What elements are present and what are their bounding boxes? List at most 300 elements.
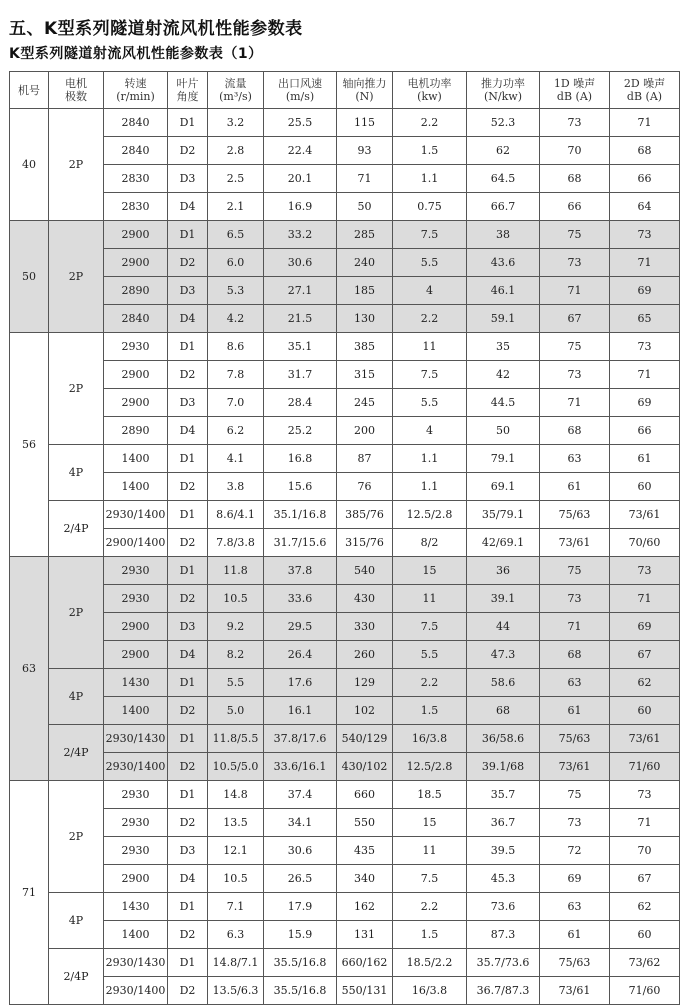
data-cell: 50: [467, 417, 540, 445]
data-cell: 11: [393, 333, 467, 361]
data-cell: 68: [540, 641, 610, 669]
data-cell: 315/76: [337, 529, 393, 557]
column-header-line: 电机: [65, 77, 87, 90]
data-cell: 60: [610, 921, 680, 949]
data-cell: 660/162: [337, 949, 393, 977]
data-cell: D2: [168, 361, 208, 389]
data-cell: 0.75: [393, 193, 467, 221]
data-cell: 62: [610, 893, 680, 921]
data-cell: 87: [337, 445, 393, 473]
data-cell: 2930: [104, 333, 168, 361]
table-row: [10, 529, 680, 557]
data-cell: 6.3: [208, 921, 264, 949]
data-cell: 61: [610, 445, 680, 473]
table-row: [10, 109, 680, 137]
data-cell: 5.3: [208, 277, 264, 305]
table-row: [10, 641, 680, 669]
data-cell: 71: [610, 249, 680, 277]
table-row: [10, 277, 680, 305]
data-cell: 245: [337, 389, 393, 417]
data-cell: 11.8/5.5: [208, 725, 264, 753]
data-cell: 76: [337, 473, 393, 501]
data-cell: 385/76: [337, 501, 393, 529]
data-cell: D2: [168, 809, 208, 837]
table-row: [10, 137, 680, 165]
data-cell: D2: [168, 977, 208, 1005]
data-cell: 385: [337, 333, 393, 361]
data-cell: 660: [337, 781, 393, 809]
data-cell: 47.3: [467, 641, 540, 669]
data-cell: 29.5: [264, 613, 337, 641]
data-cell: D3: [168, 165, 208, 193]
data-cell: 61: [540, 921, 610, 949]
data-cell: 73: [610, 557, 680, 585]
data-cell: 3.8: [208, 473, 264, 501]
data-cell: 8.2: [208, 641, 264, 669]
data-cell: 550: [337, 809, 393, 837]
column-header-line: 叶片: [176, 77, 199, 90]
table-row: [10, 305, 680, 333]
data-cell: 2.2: [393, 305, 467, 333]
data-cell: D4: [168, 305, 208, 333]
data-cell: 27.1: [264, 277, 337, 305]
data-cell: 75: [540, 221, 610, 249]
table-row: [10, 781, 680, 809]
data-cell: 71/60: [610, 753, 680, 781]
data-cell: 2.2: [393, 669, 467, 697]
data-cell: 7.0: [208, 389, 264, 417]
data-cell: 2900: [104, 361, 168, 389]
column-header-unit: dB (A): [556, 90, 593, 103]
data-cell: 16.1: [264, 697, 337, 725]
data-cell: D3: [168, 277, 208, 305]
table-title: K型系列隧道射流风机性能参数表（1）: [9, 46, 263, 62]
data-cell: 66: [610, 417, 680, 445]
data-cell: 31.7/15.6: [264, 529, 337, 557]
data-cell: 25.2: [264, 417, 337, 445]
data-cell: 35.1/16.8: [264, 501, 337, 529]
data-cell: 73/61: [610, 725, 680, 753]
data-cell: 75: [540, 781, 610, 809]
data-cell: D3: [168, 613, 208, 641]
data-cell: 2900: [104, 249, 168, 277]
data-cell: 73/61: [540, 977, 610, 1005]
data-cell: 62: [610, 669, 680, 697]
data-cell: 72: [540, 837, 610, 865]
data-cell: 33.6: [264, 585, 337, 613]
table-row: [10, 585, 680, 613]
data-cell: 2.5: [208, 165, 264, 193]
data-cell: 2890: [104, 277, 168, 305]
data-cell: 131: [337, 921, 393, 949]
table-row: [10, 669, 680, 697]
data-cell: 50: [337, 193, 393, 221]
column-header: [393, 72, 467, 109]
data-cell: 2.1: [208, 193, 264, 221]
data-cell: 73: [610, 221, 680, 249]
data-cell: 52.3: [467, 109, 540, 137]
table-row: [10, 249, 680, 277]
data-cell: D1: [168, 501, 208, 529]
data-cell: 8/2: [393, 529, 467, 557]
data-cell: 2930: [104, 781, 168, 809]
data-cell: 1430: [104, 893, 168, 921]
data-cell: 70: [540, 137, 610, 165]
data-cell: 16/3.8: [393, 977, 467, 1005]
data-cell: 1.1: [393, 165, 467, 193]
table-row: [10, 333, 680, 361]
data-cell: 2830: [104, 193, 168, 221]
data-cell: 44: [467, 613, 540, 641]
data-cell: 16.9: [264, 193, 337, 221]
column-header-unit: (m/s): [285, 90, 315, 103]
data-cell: 35.1: [264, 333, 337, 361]
data-cell: 13.5: [208, 809, 264, 837]
data-cell: 16.8: [264, 445, 337, 473]
data-cell: 2900/1400: [104, 529, 168, 557]
column-header-line: 转速: [124, 77, 147, 90]
data-cell: 69: [610, 613, 680, 641]
data-cell: 1400: [104, 445, 168, 473]
data-cell: 42/69.1: [467, 529, 540, 557]
data-cell: 39.1/68: [467, 753, 540, 781]
data-cell: 430/102: [337, 753, 393, 781]
data-cell: 15: [393, 809, 467, 837]
data-cell: 330: [337, 613, 393, 641]
data-cell: 58.6: [467, 669, 540, 697]
data-cell: 70/60: [610, 529, 680, 557]
data-cell: 25.5: [264, 109, 337, 137]
data-cell: 7.8/3.8: [208, 529, 264, 557]
data-cell: 260: [337, 641, 393, 669]
data-cell: 12.1: [208, 837, 264, 865]
column-header: [104, 72, 168, 109]
column-header: [10, 72, 49, 109]
data-cell: 71: [610, 109, 680, 137]
poles-cell: 2P: [49, 557, 104, 669]
table-row: [10, 417, 680, 445]
data-cell: 1.5: [393, 137, 467, 165]
data-cell: 2930: [104, 585, 168, 613]
data-cell: 430: [337, 585, 393, 613]
data-cell: 162: [337, 893, 393, 921]
table-row: [10, 949, 680, 977]
data-cell: 2900: [104, 641, 168, 669]
model-cell: 50: [10, 221, 49, 333]
table-row: [10, 389, 680, 417]
data-cell: D1: [168, 725, 208, 753]
poles-cell: 2/4P: [49, 501, 104, 557]
table-row: [10, 221, 680, 249]
data-cell: 67: [610, 865, 680, 893]
data-cell: 66.7: [467, 193, 540, 221]
data-cell: 6.0: [208, 249, 264, 277]
data-cell: D2: [168, 585, 208, 613]
data-cell: 2930/1400: [104, 977, 168, 1005]
performance-table: [9, 71, 680, 1005]
poles-cell: 2P: [49, 781, 104, 893]
data-cell: 75/63: [540, 501, 610, 529]
data-cell: 73.6: [467, 893, 540, 921]
data-cell: 44.5: [467, 389, 540, 417]
data-cell: 2890: [104, 417, 168, 445]
column-header-unit: dB (A): [626, 90, 663, 103]
data-cell: 2900: [104, 865, 168, 893]
column-header-line: 轴向推力: [342, 77, 387, 90]
data-cell: 73: [540, 249, 610, 277]
data-cell: D2: [168, 137, 208, 165]
data-cell: 66: [610, 165, 680, 193]
table-row: [10, 473, 680, 501]
data-cell: 11.8: [208, 557, 264, 585]
data-cell: 7.5: [393, 613, 467, 641]
data-cell: 11: [393, 837, 467, 865]
data-cell: 73/62: [610, 949, 680, 977]
data-cell: 93: [337, 137, 393, 165]
data-cell: 2930: [104, 837, 168, 865]
data-cell: 4: [393, 417, 467, 445]
data-cell: 37.4: [264, 781, 337, 809]
data-cell: 63: [540, 445, 610, 473]
data-cell: 71: [610, 361, 680, 389]
data-cell: 73: [540, 809, 610, 837]
data-cell: 12.5/2.8: [393, 753, 467, 781]
data-cell: 68: [610, 137, 680, 165]
data-cell: D2: [168, 529, 208, 557]
data-cell: 65: [610, 305, 680, 333]
data-cell: 129: [337, 669, 393, 697]
data-cell: 18.5/2.2: [393, 949, 467, 977]
data-cell: 71: [540, 389, 610, 417]
data-cell: 285: [337, 221, 393, 249]
data-cell: 75: [540, 557, 610, 585]
data-cell: 14.8/7.1: [208, 949, 264, 977]
data-cell: 68: [540, 165, 610, 193]
data-cell: D4: [168, 417, 208, 445]
column-header: [540, 72, 610, 109]
table-row: [10, 725, 680, 753]
data-cell: 61: [540, 473, 610, 501]
data-cell: 35.7: [467, 781, 540, 809]
data-cell: 17.6: [264, 669, 337, 697]
data-cell: 7.1: [208, 893, 264, 921]
data-cell: D1: [168, 669, 208, 697]
data-cell: 2840: [104, 109, 168, 137]
data-cell: 10.5: [208, 865, 264, 893]
poles-cell: 4P: [49, 445, 104, 501]
data-cell: 5.5: [393, 389, 467, 417]
data-cell: 7.8: [208, 361, 264, 389]
data-cell: 71/60: [610, 977, 680, 1005]
data-cell: 21.5: [264, 305, 337, 333]
poles-cell: 2P: [49, 333, 104, 445]
data-cell: 26.4: [264, 641, 337, 669]
column-header-line: 电机功率: [407, 77, 452, 90]
data-cell: 2930: [104, 557, 168, 585]
data-cell: 2930/1400: [104, 753, 168, 781]
table-row: [10, 977, 680, 1005]
data-cell: D1: [168, 445, 208, 473]
data-cell: 63: [540, 669, 610, 697]
column-header-unit: (m³/s): [219, 90, 252, 103]
data-cell: 2930: [104, 809, 168, 837]
data-cell: 4: [393, 277, 467, 305]
data-cell: D2: [168, 753, 208, 781]
data-cell: 540: [337, 557, 393, 585]
data-cell: 37.8/17.6: [264, 725, 337, 753]
data-cell: 102: [337, 697, 393, 725]
column-header: [467, 72, 540, 109]
column-header-unit: 角度: [176, 90, 199, 103]
data-cell: 17.9: [264, 893, 337, 921]
data-cell: 71: [610, 809, 680, 837]
data-cell: 73: [610, 333, 680, 361]
data-cell: D1: [168, 221, 208, 249]
data-cell: D4: [168, 641, 208, 669]
data-cell: 18.5: [393, 781, 467, 809]
data-cell: 1.5: [393, 921, 467, 949]
table-row: [10, 445, 680, 473]
poles-cell: 2P: [49, 109, 104, 221]
column-header-line: 出口风速: [278, 77, 322, 90]
data-cell: 2.8: [208, 137, 264, 165]
data-cell: D1: [168, 949, 208, 977]
table-row: [10, 613, 680, 641]
data-cell: 2840: [104, 137, 168, 165]
column-header-line: 2D 噪声: [623, 77, 666, 90]
data-cell: 71: [610, 585, 680, 613]
data-cell: 63: [540, 893, 610, 921]
column-header: [49, 72, 104, 109]
data-cell: 2930/1400: [104, 501, 168, 529]
data-cell: 2930/1430: [104, 725, 168, 753]
data-cell: 37.8: [264, 557, 337, 585]
column-header-line: 1D 噪声: [553, 77, 596, 90]
table-row: [10, 921, 680, 949]
data-cell: 10.5: [208, 585, 264, 613]
data-cell: 73/61: [610, 501, 680, 529]
data-cell: 64: [610, 193, 680, 221]
data-cell: 26.5: [264, 865, 337, 893]
data-cell: 36/58.6: [467, 725, 540, 753]
data-cell: 1.1: [393, 473, 467, 501]
data-cell: 73: [540, 109, 610, 137]
data-cell: 30.6: [264, 837, 337, 865]
data-cell: 20.1: [264, 165, 337, 193]
data-cell: 33.6/16.1: [264, 753, 337, 781]
page-title: 五、K型系列隧道射流风机性能参数表: [9, 19, 303, 39]
poles-cell: 2/4P: [49, 949, 104, 1005]
data-cell: 75/63: [540, 725, 610, 753]
data-cell: 435: [337, 837, 393, 865]
data-cell: 35.7/73.6: [467, 949, 540, 977]
data-cell: 28.4: [264, 389, 337, 417]
data-cell: 35.5/16.8: [264, 949, 337, 977]
data-cell: 22.4: [264, 137, 337, 165]
data-cell: 1430: [104, 669, 168, 697]
data-cell: 2830: [104, 165, 168, 193]
column-header-unit: 极数: [65, 90, 87, 103]
data-cell: 34.1: [264, 809, 337, 837]
data-cell: 43.6: [467, 249, 540, 277]
data-cell: 240: [337, 249, 393, 277]
data-cell: D1: [168, 781, 208, 809]
table-row: [10, 501, 680, 529]
data-cell: D3: [168, 837, 208, 865]
table-row: [10, 697, 680, 725]
data-cell: D2: [168, 697, 208, 725]
poles-cell: 4P: [49, 669, 104, 725]
data-cell: 42: [467, 361, 540, 389]
data-cell: 73/61: [540, 753, 610, 781]
data-cell: 4.1: [208, 445, 264, 473]
poles-cell: 2/4P: [49, 725, 104, 781]
data-cell: 67: [540, 305, 610, 333]
column-header-unit: (N/kw): [484, 90, 522, 103]
data-cell: 2930/1430: [104, 949, 168, 977]
data-cell: 1.5: [393, 697, 467, 725]
data-cell: 9.2: [208, 613, 264, 641]
data-cell: 15.6: [264, 473, 337, 501]
data-cell: 550/131: [337, 977, 393, 1005]
data-cell: 31.7: [264, 361, 337, 389]
data-cell: 15.9: [264, 921, 337, 949]
data-cell: 36: [467, 557, 540, 585]
data-cell: 7.5: [393, 865, 467, 893]
column-header: [610, 72, 680, 109]
data-cell: 12.5/2.8: [393, 501, 467, 529]
column-header-unit: (N): [355, 90, 374, 103]
data-cell: 60: [610, 473, 680, 501]
data-cell: D1: [168, 333, 208, 361]
data-cell: 69.1: [467, 473, 540, 501]
data-cell: 7.5: [393, 221, 467, 249]
data-cell: 71: [540, 277, 610, 305]
table-row: [10, 893, 680, 921]
data-cell: 11: [393, 585, 467, 613]
data-cell: 46.1: [467, 277, 540, 305]
column-header-unit: (kw): [417, 90, 442, 103]
data-cell: 75/63: [540, 949, 610, 977]
model-cell: 71: [10, 781, 49, 1005]
data-cell: 87.3: [467, 921, 540, 949]
model-cell: 40: [10, 109, 49, 221]
data-cell: 35.5/16.8: [264, 977, 337, 1005]
table-row: [10, 753, 680, 781]
data-cell: 61: [540, 697, 610, 725]
column-header-line: 机号: [18, 83, 40, 97]
table-row: [10, 865, 680, 893]
data-cell: 79.1: [467, 445, 540, 473]
data-cell: 6.2: [208, 417, 264, 445]
data-cell: 200: [337, 417, 393, 445]
data-cell: 73: [540, 585, 610, 613]
data-cell: 33.2: [264, 221, 337, 249]
data-cell: 60: [610, 697, 680, 725]
data-cell: 10.5/5.0: [208, 753, 264, 781]
data-cell: 68: [540, 417, 610, 445]
data-cell: 4.2: [208, 305, 264, 333]
table-row: [10, 361, 680, 389]
data-cell: 71: [337, 165, 393, 193]
data-cell: 30.6: [264, 249, 337, 277]
data-cell: D1: [168, 109, 208, 137]
data-cell: 15: [393, 557, 467, 585]
data-cell: 66: [540, 193, 610, 221]
data-cell: 1400: [104, 697, 168, 725]
column-header: [264, 72, 337, 109]
data-cell: 69: [610, 389, 680, 417]
